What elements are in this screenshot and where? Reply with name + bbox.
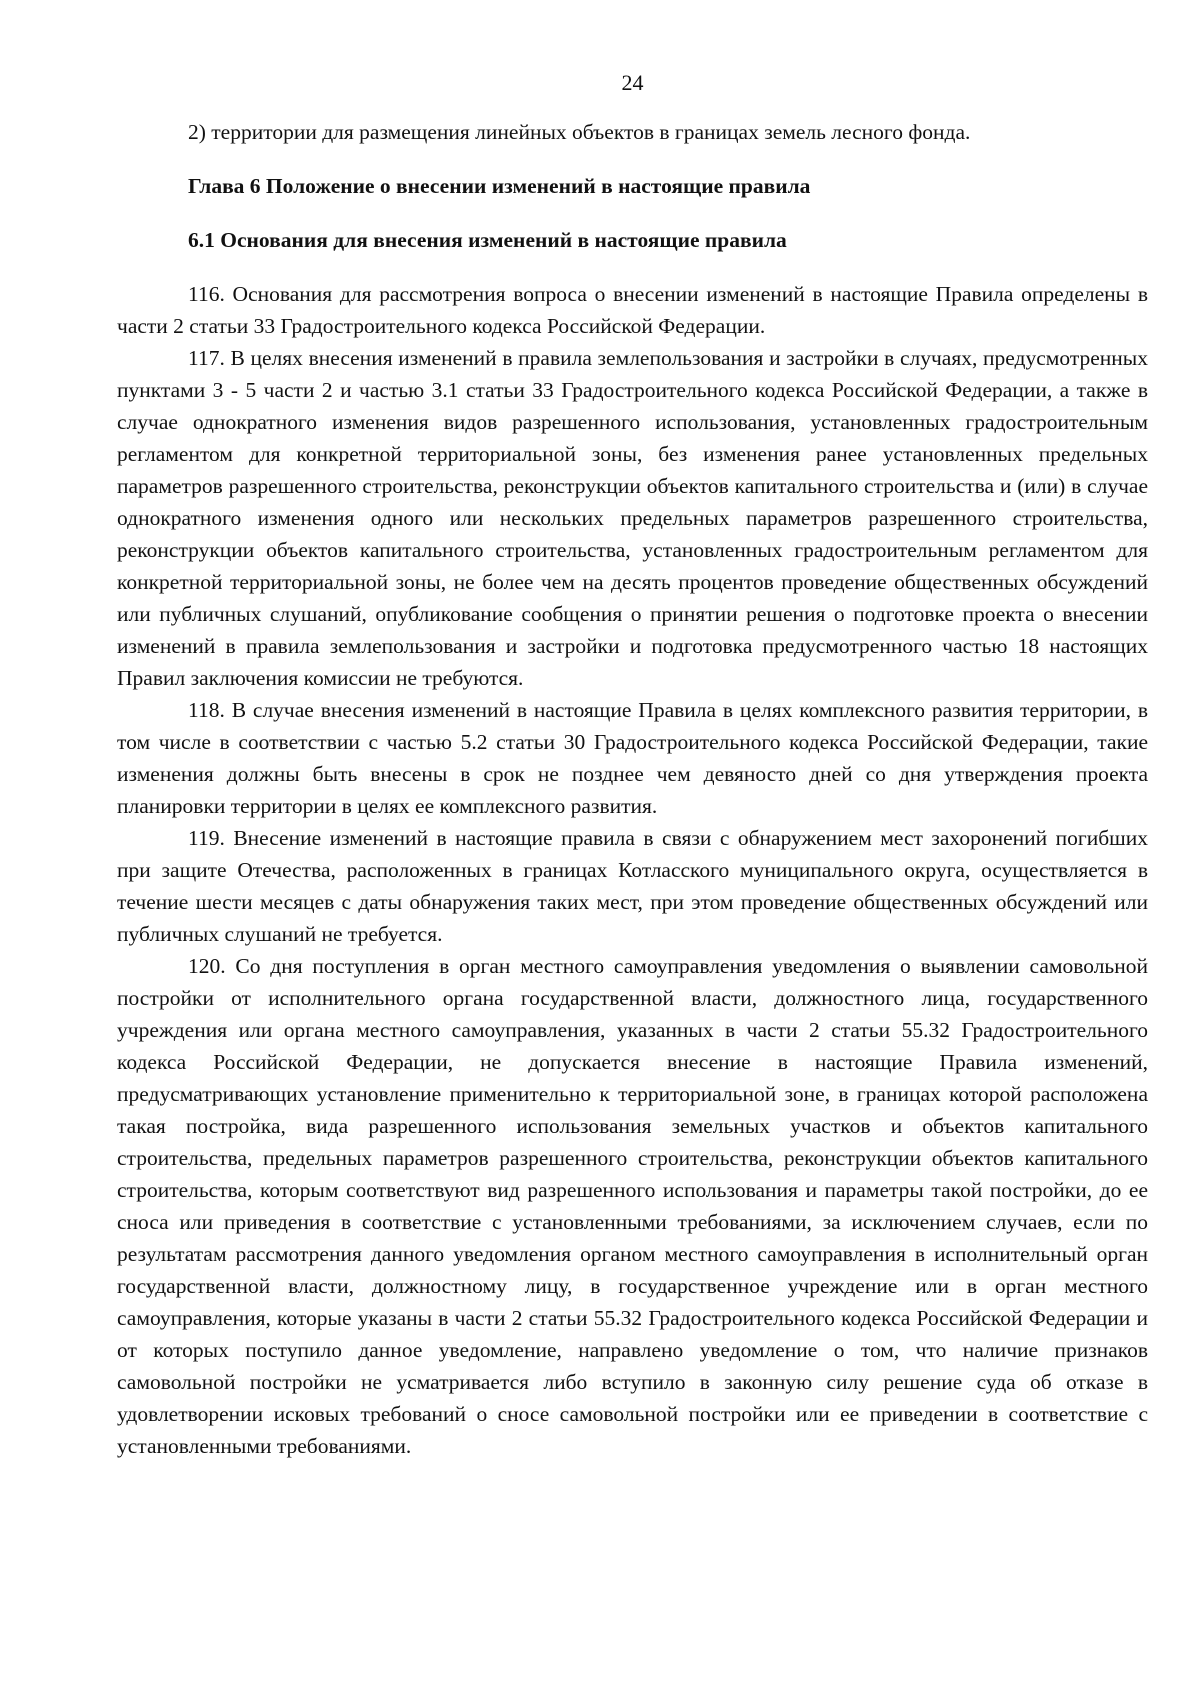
paragraph-118: 118. В случае внесения изменений в настоящие Правила в целях комплексного развития территории, в том числе в соответствии с частью 5.2 статьи 30 Градостроительного кодекса Российской Федерации, такие изменения должны быть внесены в срок не позднее чем девяносто дней со дня утверждения проекта планировки территории в целях ее комплексного развития.	[117, 698, 1148, 818]
document-page	[117, 68, 1148, 1462]
paragraph-120: 120. Со дня поступления в орган местного самоуправления уведомления о выявлении самовольной постройки от исполнительного органа государственной власти, должностного лица, государственного учреждения или органа местного самоуправления, указанных в части 2 статьи 55.32 Градостроительного кодекса Российской Федерации, не допускается внесение в настоящие Правила изменений, предусматривающих установление применительно к территориальной зоне, в границах которой расположена такая постройка, вида разрешенного использования земельных участков и объектов капитального строительства, предельных параметров разрешенного строительства, реконструкции объектов капитального строительства, которым соответствуют вид разрешенного использования и параметры такой постройки, до ее сноса или приведения в соответствие с установленными требованиями, за исключением случаев, если по результатам рассмотрения данного уведомления органом местного самоуправления в исполнительный орган государственной власти, должностному лицу, в государственное учреждение или в орган местного самоуправления, которые указаны в части 2 статьи 55.32 Градостроительного кодекса Российской Федерации и от которых поступило данное уведомление, направлено уведомление о том, что наличие признаков самовольной постройки не усматривается либо вступило в законную силу решение суда об отказе в удовлетворении исковых требований о сносе самовольной постройки или ее приведении в соответствие с установленными требованиями.	[117, 954, 1148, 1458]
chapter-heading: Глава 6 Положение о внесении изменений в настоящие правила	[188, 174, 811, 198]
paragraph-117: 117. В целях внесения изменений в правила землепользования и застройки в случаях, предусмотренных пунктами 3 - 5 части 2 и частью 3.1 статьи 33 Градостроительного кодекса Российской Федерации, а также в случае однократного изменения видов разрешенного использования, установленных градостроительным регламентом для конкретной территориальной зоны, без изменения ранее установленных предельных параметров разрешенного строительства, реконструкции объектов капитального строительства и (или) в случае однократного изменения одного или нескольких предельных параметров разрешенного строительства, реконструкции объектов капитального строительства, установленных градостроительным регламентом для конкретной территориальной зоны, не более чем на десять процентов проведение общественных обсуждений или публичных слушаний, опубликование сообщения о принятии решения о подготовке проекта о внесении изменений в правила землепользования и застройки и подготовка предусмотренного частью 18 настоящих Правил заключения комиссии не требуются.	[117, 346, 1148, 690]
section-heading: 6.1 Основания для внесения изменений в настоящие правила	[188, 228, 787, 252]
intro-line: 2) территории для размещения линейных объектов в границах земель лесного фонда.	[188, 120, 971, 144]
page-number: 24	[621, 70, 644, 95]
paragraph-116: 116. Основания для рассмотрения вопроса о внесении изменений в настоящие Правила определены в части 2 статьи 33 Градостроительного кодекса Российской Федерации.	[117, 282, 1148, 338]
paragraph-119: 119. Внесение изменений в настоящие правила в связи с обнаружением мест захоронений погибших при защите Отечества, расположенных в границах Котласского муниципального округа, осуществляется в течение шести месяцев с даты обнаружения таких мест, при этом проведение общественных обсуждений или публичных слушаний не требуется.	[117, 826, 1148, 946]
